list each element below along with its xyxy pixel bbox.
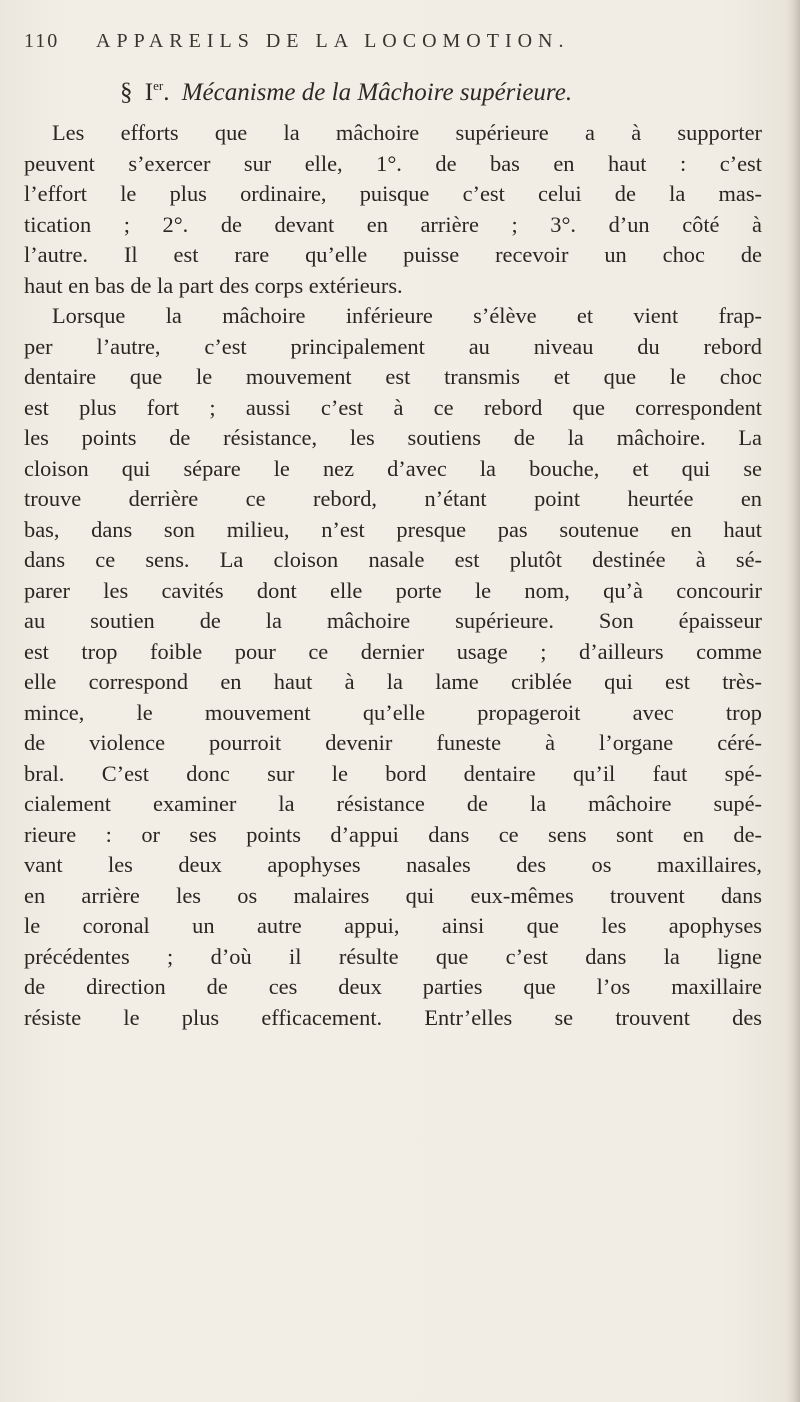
text-line: haut en bas de la part des corps extérieurs. <box>24 272 403 298</box>
text-line: l’autre. Il est rare qu’elle puisse recevoir un choc de <box>24 242 762 267</box>
text-line: bral. C’est donc sur le bord dentaire qu’il faut spé- <box>24 760 762 786</box>
text-line: de violence pourroit devenir funeste à l’organe céré- <box>24 730 762 755</box>
text-line: au soutien de la mâchoire supérieure. Son épaisseur <box>24 608 762 633</box>
section-sign: § <box>120 79 133 106</box>
text-line: le coronal un autre appui, ainsi que les apophyses <box>24 913 762 938</box>
text-line: est trop foible pour ce dernier usage ; d’ailleurs comme <box>24 638 762 664</box>
text-line: est plus fort ; aussi c’est à ce rebord que correspondent <box>24 394 762 420</box>
section-number: Ier. <box>144 78 170 106</box>
text-line: rieure : or ses points d’appui dans ce sens sont en de- <box>24 821 762 847</box>
text-line: trouve derrière ce rebord, n’étant point heurtée en <box>24 486 762 511</box>
text-line: en arrière les os malaires qui eux-mêmes trouvent dans <box>24 882 762 908</box>
text-line: cialement examiner la résistance de la mâchoire supé- <box>24 791 762 816</box>
text-line: per l’autre, c’est principalement au niveau du rebord <box>24 333 762 359</box>
text-line: Les efforts que la mâchoire supérieure a à supporter <box>52 120 762 145</box>
body-text <box>24 118 762 1033</box>
text-line: l’effort le plus ordinaire, puisque c’est celui de la mas- <box>24 181 762 206</box>
text-line: dans ce sens. La cloison nasale est plutôt destinée à sé- <box>24 547 762 572</box>
text-line: mince, le mouvement qu’elle propageroit avec trop <box>24 699 762 725</box>
running-head <box>24 30 724 56</box>
text-line: précédentes ; d’où il résulte que c’est dans la ligne <box>24 943 762 969</box>
text-line: vant les deux apophyses nasales des os maxillaires, <box>24 852 762 877</box>
text-line: résiste le plus efficacement. Entr’elles se trouvent des <box>24 1004 762 1030</box>
text-line: elle correspond en haut à la lame criblée qui est très- <box>24 669 762 694</box>
text-line: dentaire que le mouvement est transmis et que le choc <box>24 364 762 389</box>
text-line: les points de résistance, les soutiens de la mâchoire. La <box>24 425 762 450</box>
text-line: peuvent s’exercer sur elle, 1°. de bas en haut : c’est <box>24 150 762 176</box>
text-line: parer les cavités dont elle porte le nom, qu’à concourir <box>24 577 762 603</box>
page-number: 110 <box>24 30 60 52</box>
page-edge-shadow <box>786 0 800 1402</box>
text-line: cloison qui sépare le nez d’avec la bouche, et qui se <box>24 455 762 481</box>
text-line: Lorsque la mâchoire inférieure s’élève et vient frap- <box>52 303 762 328</box>
running-title: APPAREILS DE LA LOCOMOTION. <box>96 30 570 52</box>
section-heading: Mécanisme de la Mâchoire supérieure. <box>181 79 573 106</box>
text-line: bas, dans son milieu, n’est presque pas soutenue en haut <box>24 516 762 542</box>
section-title <box>120 78 572 107</box>
text-line: tication ; 2°. de devant en arrière ; 3°. d’un côté à <box>24 211 762 237</box>
text-line: de direction de ces deux parties que l’os maxillaire <box>24 974 762 999</box>
